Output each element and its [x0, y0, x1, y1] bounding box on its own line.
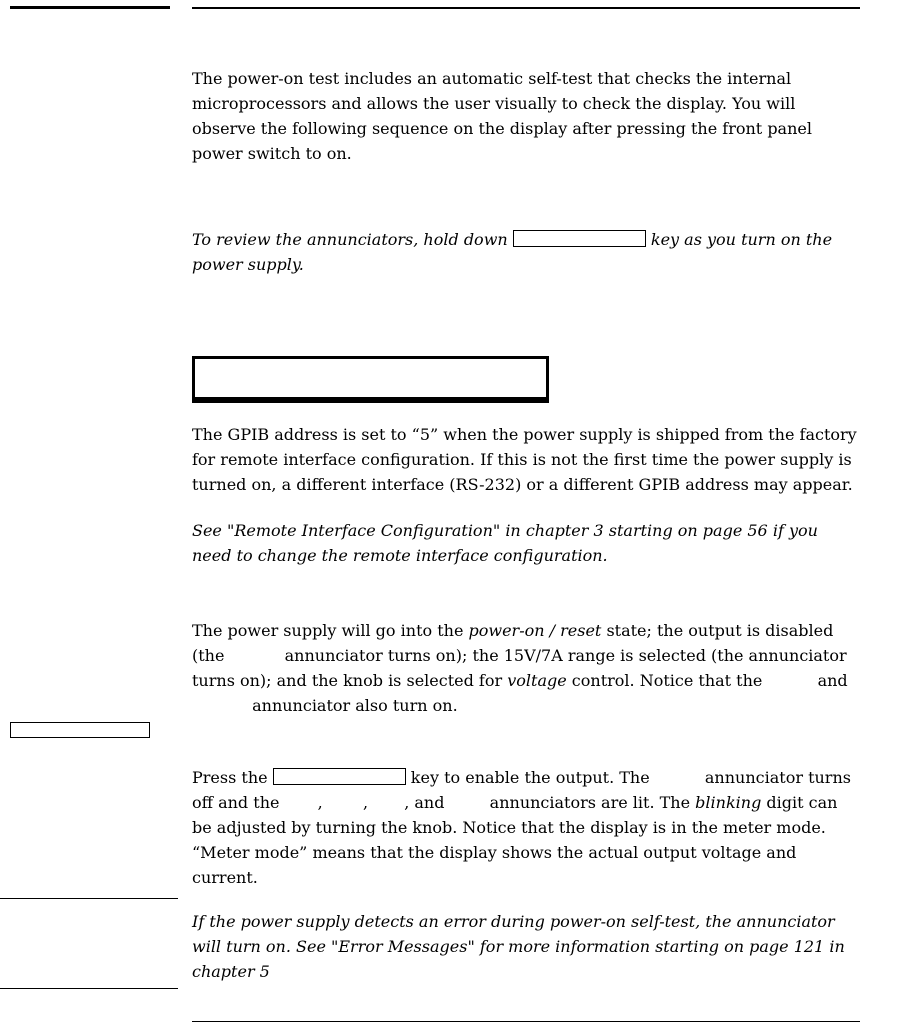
poweron-run-4: annunciator turns on); the 15V/7A range is selected (the annunciator turns on); and the knob is selected for [192, 646, 847, 690]
annunciator-gap [328, 798, 358, 808]
press-run-1: Press the [192, 768, 268, 787]
annunciator-gap [450, 798, 485, 808]
note-rule-bottom [0, 988, 178, 989]
remote-config-text: See "Remote Interface Configuration" in chapter 3 starting on page 56 if you need to change the remote interface configuration. [192, 521, 818, 565]
intro-paragraph [192, 66, 862, 166]
press-comma-3: , and [404, 793, 445, 812]
poweron-run-2: power-on / reset [468, 621, 602, 640]
remote-config-note [192, 518, 862, 568]
footer-rule [192, 1021, 860, 1022]
gpib-text: The GPIB address is set to “5” when the power supply is shipped from the factory for remote interface configuration. If this is not the first time the power supply is turned on, a different interface (RS-232) or a different GPIB address may appear. [192, 425, 857, 494]
gpib-paragraph [192, 422, 862, 497]
poweron-run-6: control. Notice that the [571, 671, 763, 690]
hold-note-before: To review the annunciators, hold down [192, 230, 508, 249]
press-run-3: annunciator turns off and the [192, 768, 851, 812]
press-comma-1: , [317, 793, 323, 812]
error-note-text: If the power supply detects an error during power-on self-test, the annunciator will turn on. See "Error Messages" for more information starting on page 121 in chapter 5 [192, 912, 845, 981]
poweron-run-1: The power supply will go into the [192, 621, 464, 640]
annunciator-gap [767, 676, 812, 686]
error-note [192, 909, 862, 984]
annunciator-gap [285, 798, 313, 808]
press-run-5: blinking [695, 793, 762, 812]
key-placeholder-box [273, 768, 406, 785]
press-run-4: annunciators are lit. The [489, 793, 691, 812]
header-rule [192, 7, 860, 9]
poweron-run-3: state; the output is disabled (the [192, 621, 834, 665]
key-placeholder-box [513, 230, 646, 247]
annunciator-gap [373, 798, 399, 808]
poweron-run-5: voltage [507, 671, 567, 690]
margin-key-box [10, 722, 150, 738]
hold-note-after: key as you turn on the power supply. [192, 230, 833, 274]
annunciator-gap [655, 773, 700, 783]
hold-down-note [192, 227, 862, 277]
poweron-run-8: annunciator also turn on. [252, 696, 458, 715]
annunciator-gap [192, 701, 247, 711]
note-rule-top [0, 898, 178, 899]
poweron-run-7: and [817, 671, 848, 690]
press-run-2: key to enable the output. The [410, 768, 650, 787]
display-box [192, 356, 549, 403]
power-on-paragraph [192, 618, 862, 718]
press-run-6: digit can be adjusted by turning the knob. Notice that the display is in the meter mode. “Meter mode” means that the display shows the actual output voltage and current. [192, 793, 838, 887]
intro-text: The power-on test includes an automatic self-test that checks the internal microprocessors and allows the user visually to check the display. You will observe the following sequence on the display after pressing the front panel power switch to on. [192, 69, 812, 163]
annunciator-gap [230, 651, 280, 661]
press-comma-2: , [362, 793, 369, 812]
margin-top-rule [10, 6, 170, 9]
press-paragraph [192, 765, 862, 890]
